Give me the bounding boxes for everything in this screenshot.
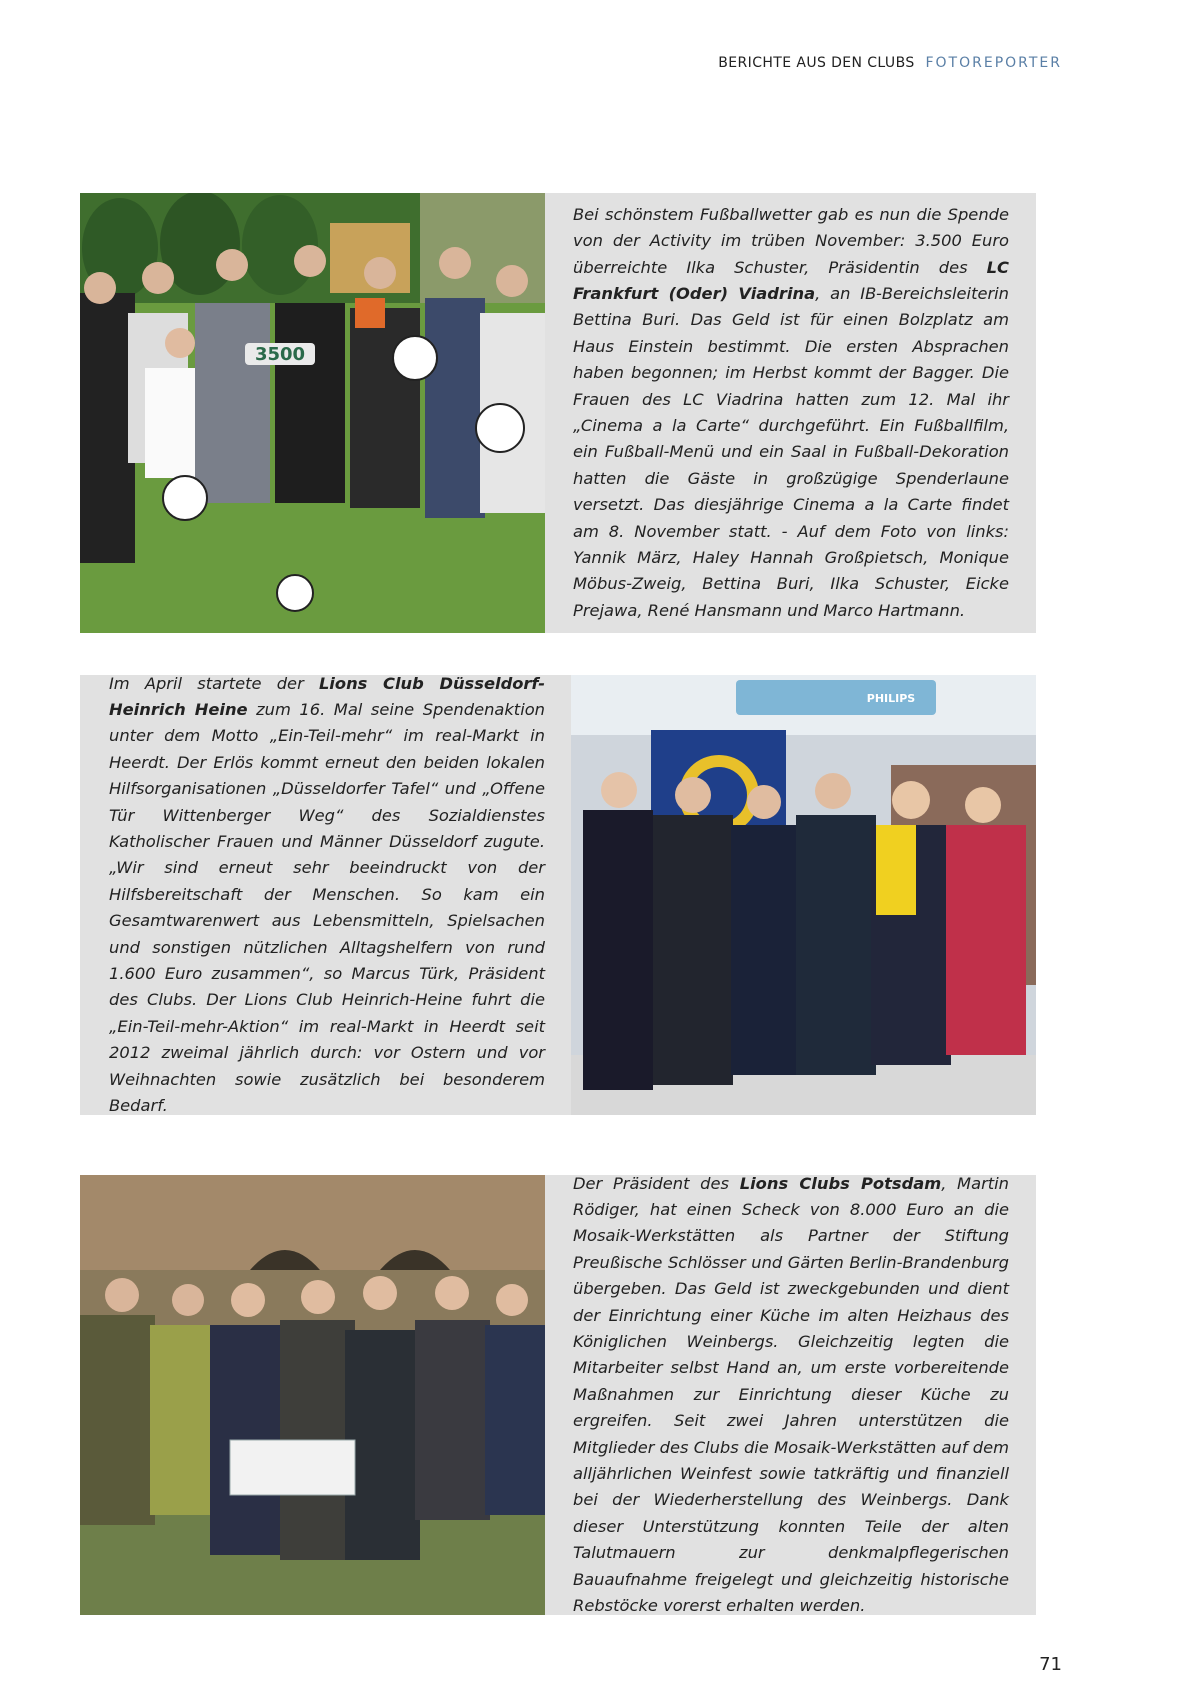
page-number: 71 (1039, 1654, 1062, 1675)
club-name: Lions Clubs Potsdam (739, 1173, 942, 1193)
photo-football-group (80, 193, 545, 633)
text-run: , Martin Rödiger, hat einen Scheck von 8.000 Euro an die Mosaik-Werkstätten als Partner der Stiftung Preußische Schlösser und Gärten Berlin-Brandenburg übergeben. Das Geld ist zweckgebunden und dient der Einrichtung einer Küche im alten Heizhaus des Königlichen Weinbergs. Gleichzeitig legten die Mitarbeiter selbst Hand an, um erste vorbereitende Maßnahmen zur Einrichtung dieser Küche zu ergreifen. Seit zwei Jahren unterstützen die Mitglieder des Clubs die Mosaik-Werkstätten auf dem alljährlichen Weinfest sowie tatkräftig und finanziell bei der Wiederherstellung des Weinbergs. Dank dieser Unterstützung konnten Teile der alten Talutmauern zur denkmalpflegerischen Bauaufnahme freigelegt und gleichzeitig historische Rebstöcke vorerst erhalten werden. (573, 1173, 1009, 1616)
running-header (718, 55, 1062, 71)
article-paragraph (109, 671, 545, 1120)
text-run: Bei schönstem Fußballwetter gab es nun die Spende von der Activity im trüben November: 3.500 Euro überreichte Ilka Schuster, Präsidentin des (573, 204, 1009, 277)
article-paragraph (573, 202, 1009, 625)
photo-supermarket-group (571, 675, 1036, 1115)
header-category: FOTOREPORTER (925, 55, 1062, 71)
article-frankfurt (80, 193, 1036, 633)
article-text (109, 675, 545, 1115)
text-run: , an IB-Bereichsleiterin Bettina Buri. Das Geld ist für einen Bolzplatz am Haus Einstein bestimmt. Die ersten Absprachen haben begonnen; im Herbst kommt der Bagger. Die Frauen des LC Viadrina hatten zum 12. Mal ihr „Cinema a la Carte“ durchgeführt. Ein Fußballfilm, ein Fußball-Menü und ein Saal in Fußball-Dekoration hatten die Gäste in großzügige Spenderlaune versetzt. Das diesjährige Cinema a la Carte findet am 8. November statt. - Auf dem Foto von links: Yannik März, Haley Hannah Großpietsch, Monique Möbus-Zweig, Bettina Buri, Ilka Schuster, Eicke Prejawa, René Hansmann und Marco Hartmann. (573, 283, 1010, 620)
club-name: Lions Club Düsseldorf-Heinrich Heine (109, 673, 545, 719)
club-name: LC Frankfurt (Oder) Viadrina (573, 257, 1009, 303)
text-run: Im April startete der (109, 673, 319, 693)
article-potsdam (80, 1175, 1036, 1615)
text-run: Der Präsident des (573, 1173, 740, 1193)
article-paragraph (573, 1171, 1009, 1620)
article-duesseldorf (80, 675, 1036, 1115)
photo-cheque-group (80, 1175, 545, 1615)
header-section: BERICHTE AUS DEN CLUBS (718, 55, 915, 71)
store-sign-text: PHILIPS (866, 692, 916, 705)
sign-3500-text: 3500 (254, 344, 306, 365)
article-text (573, 1175, 1009, 1615)
article-text (573, 193, 1009, 633)
text-run: zum 16. Mal seine Spendenaktion unter dem Motto „Ein-Teil-mehr“ im real-Markt in Heerdt. Der Erlös kommt erneut den beiden lokalen Hilfsorganisationen „Düsseldorfer Tafel“ und „Offene Tür Wittenberger Weg“ des Sozialdienstes Katholischer Frauen und Männer Düsseldorf zugute. „Wir sind erneut sehr beeindruckt von der Hilfsbereitschaft der Menschen. So kam ein Gesamtwarenwert aus Lebensmitteln, Spielsachen und sonstigen nützlichen Alltagshelfern von rund 1.600 Euro zusammen“, so Marcus Türk, Präsident des Clubs. Der Lions Club Heinrich-Heine fuhrt die „Ein-Teil-mehr-Aktion“ im real-Markt in Heerdt seit 2012 zweimal jährlich durch: vor Ostern und vor Weihnachten sowie zusätzlich bei besonderem Bedarf. (109, 699, 545, 1116)
